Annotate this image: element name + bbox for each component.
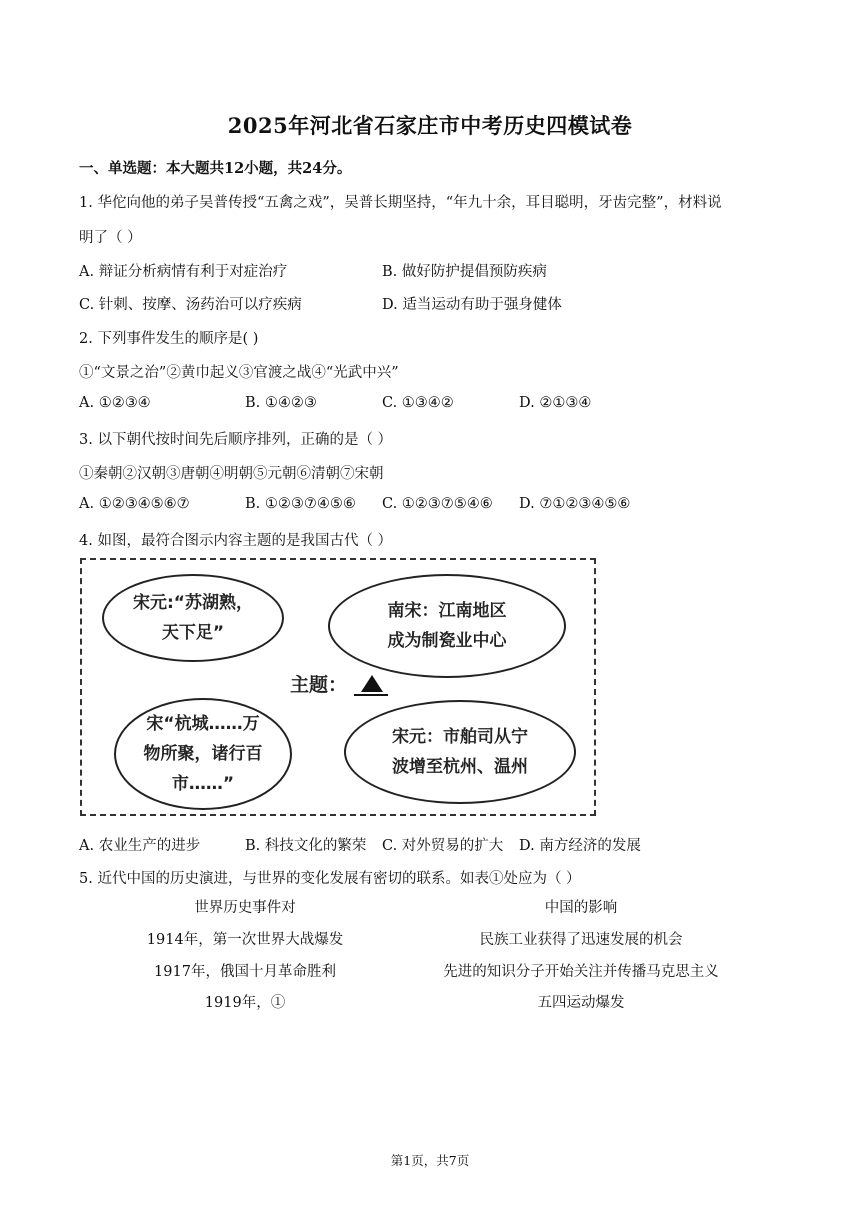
q4-stem: 4. 如图，最符合图示内容主题的是我国古代（ ） bbox=[79, 533, 393, 549]
diagram-text-top-right: 南宋：江南地区 成为制瓷业中心 bbox=[387, 601, 507, 651]
q3-option-b[interactable]: B. ①②③⑦④⑤⑥ bbox=[245, 496, 356, 512]
diagram-ellipse-top-right bbox=[328, 574, 566, 678]
q3-option-c[interactable]: C. ①②③⑦⑤④⑥ bbox=[382, 496, 493, 512]
q4-option-d[interactable]: D. 南方经济的发展 bbox=[519, 838, 641, 854]
table-cell-row2-impact: 先进的知识分子开始关注并传播马克思主义 bbox=[443, 964, 719, 980]
q1-option-a[interactable]: A. 辩证分析病情有利于对症治疗 bbox=[79, 264, 288, 280]
table-cell-row3-event: 1919年，① bbox=[204, 995, 286, 1011]
diagram-theme bbox=[290, 670, 383, 697]
page-footer: 第1页，共7页 bbox=[390, 1153, 470, 1168]
q3-option-d[interactable]: D. ⑦①②③④⑤⑥ bbox=[519, 496, 631, 512]
q3-option-a[interactable]: A. ①②③④⑤⑥⑦ bbox=[79, 496, 190, 512]
diagram-ellipse-bottom-left bbox=[114, 698, 292, 810]
table-cell-row1-event: 1914年，第一次世界大战爆发 bbox=[146, 932, 344, 948]
q4-diagram bbox=[80, 558, 596, 816]
q1-option-b[interactable]: B. 做好防护提倡预防疾病 bbox=[382, 264, 547, 280]
q4-option-c[interactable]: C. 对外贸易的扩大 bbox=[382, 838, 504, 854]
q2-items: ①“文景之治”②黄巾起义③官渡之战④“光武中兴” bbox=[79, 365, 399, 381]
page-title: 2025年河北省石家庄市中考历史四模试卷 bbox=[227, 113, 633, 138]
q2-option-b[interactable]: B. ①④②③ bbox=[245, 395, 317, 411]
diagram-text-bottom-right: 宋元：市舶司从宁 波增至杭州、温州 bbox=[392, 727, 528, 777]
q3-stem: 3. 以下朝代按时间先后顺序排列，正确的是（ ） bbox=[79, 432, 393, 448]
q1-stem-line1: 1. 华佗向他的弟子吴普传授“五禽之戏”，吴普长期坚持，“年九十余，耳目聪明，牙齿完整”，材料说 bbox=[79, 195, 722, 211]
table-cell-row2-event: 1917年，俄国十月革命胜利 bbox=[154, 964, 336, 980]
q3-items: ①秦朝②汉朝③唐朝④明朝⑤元朝⑥清朝⑦宋朝 bbox=[79, 466, 384, 482]
q2-option-a[interactable]: A. ①②③④ bbox=[79, 395, 151, 411]
diagram-ellipse-top-left bbox=[102, 574, 284, 662]
q1-stem-line2: 明了（ ） bbox=[79, 230, 142, 246]
q4-option-a[interactable]: A. 农业生产的进步 bbox=[79, 838, 201, 854]
q2-option-d[interactable]: D. ②①③④ bbox=[519, 395, 592, 411]
diagram-text-bottom-left: 宋“杭城……万 物所聚，诸行百 市……” bbox=[143, 714, 263, 794]
q2-stem: 2. 下列事件发生的顺序是( ) bbox=[79, 331, 259, 347]
q1-option-c[interactable]: C. 针刺、按摩、汤药治可以疗疾病 bbox=[79, 297, 302, 313]
diagram-theme-label: 主题： bbox=[290, 674, 348, 696]
diagram-ellipse-bottom-right bbox=[344, 700, 576, 804]
triangle-icon bbox=[361, 675, 383, 692]
table-cell-row3-impact: 五四运动爆发 bbox=[537, 995, 625, 1011]
section-heading: 一、单选题：本大题共12小题，共24分。 bbox=[79, 160, 352, 177]
table-cell-row1-impact: 民族工业获得了迅速发展的机会 bbox=[479, 932, 683, 948]
q1-option-d[interactable]: D. 适当运动有助于强身健体 bbox=[382, 297, 562, 313]
table-header-impact: 中国的影响 bbox=[544, 900, 618, 916]
diagram-theme-blank bbox=[354, 694, 388, 696]
q4-option-b[interactable]: B. 科技文化的繁荣 bbox=[245, 838, 367, 854]
diagram-text-top-left: 宋元:“苏湖熟， 天下足” bbox=[133, 593, 253, 643]
q5-stem: 5. 近代中国的历史演进，与世界的变化发展有密切的联系。如表①处应为（ ） bbox=[79, 871, 581, 887]
q2-option-c[interactable]: C. ①③④② bbox=[382, 395, 454, 411]
table-header-event: 世界历史事件对 bbox=[194, 900, 296, 916]
